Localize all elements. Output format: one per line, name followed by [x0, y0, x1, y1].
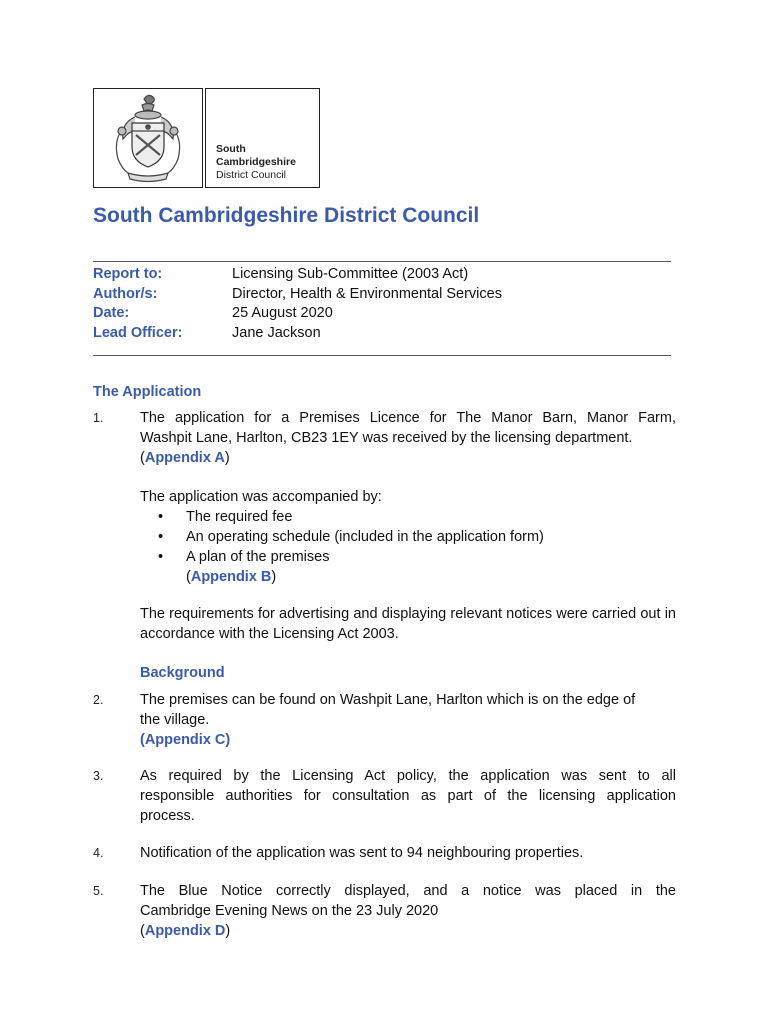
list-item-appendix: (Appendix B)	[186, 569, 277, 585]
appendix-link[interactable]: Appendix B	[190, 569, 272, 585]
meta-value: Licensing Sub-Committee (2003 Act)	[232, 266, 469, 282]
meta-label: Report to:	[93, 266, 163, 282]
paragraph-line: the village.	[140, 712, 210, 728]
list-item-text: The required fee	[186, 509, 293, 525]
council-name-box	[205, 88, 320, 188]
paragraph-5	[140, 881, 676, 941]
bullet-list	[158, 507, 544, 587]
appendix-ref-line: (Appendix A)	[140, 450, 230, 466]
paragraph-4: Notification of the application was sent to 94 neighbouring properties.	[140, 845, 584, 861]
paragraph-line: Cambridge Evening News on the 23 July 2020	[140, 903, 439, 919]
paragraph-3	[140, 766, 676, 826]
meta-value: Jane Jackson	[232, 324, 321, 341]
council-crest-icon	[94, 89, 202, 187]
paragraph-line: The premises can be found on Washpit Lane, Harlton which is on the edge of	[140, 692, 636, 708]
council-name-line: Cambridgeshire	[216, 156, 296, 168]
appendix-link[interactable]: Appendix D	[144, 923, 226, 939]
paragraph-line: Washpit Lane, Harlton, CB23 1EY was received by the licensing department.	[140, 430, 633, 446]
accompanied-intro: The application was accompanied by:	[140, 489, 382, 505]
paragraph-1	[140, 408, 676, 468]
council-name-line: District Council	[216, 169, 287, 181]
item-number: 5.	[93, 884, 104, 898]
appendix-link[interactable]: (Appendix C)	[140, 732, 231, 748]
list-item-text: A plan of the premises	[186, 549, 330, 565]
meta-label: Lead Officer:	[93, 324, 183, 341]
section-heading: The Application	[93, 384, 202, 400]
paragraph-line: The Blue Notice correctly displayed, and a notice was placed in the	[140, 883, 676, 899]
page-title: South Cambridgeshire District Council	[93, 204, 480, 227]
appendix-ref-line: (Appendix D)	[140, 923, 231, 939]
section-heading: Background	[140, 665, 225, 681]
item-number: 3.	[93, 769, 104, 783]
list-item: • A plan of the premises	[158, 549, 330, 565]
item-number: 4.	[93, 846, 104, 860]
list-item: • The required fee	[158, 509, 293, 525]
meta-value: 25 August 2020	[232, 305, 333, 321]
paragraph-line: process.	[140, 808, 195, 824]
list-item: • An operating schedule (included in the application form)	[158, 529, 544, 545]
meta-value: Director, Health & Environmental Services	[232, 285, 502, 302]
meta-label: Date:	[93, 305, 130, 321]
paragraph-line: The application for a Premises Licence for The Manor Barn, Manor Farm,	[140, 410, 676, 426]
paragraph-line: As required by the Licensing Act policy, the application was sent to all	[140, 768, 676, 784]
divider	[93, 261, 671, 262]
council-name-line: South	[216, 143, 246, 155]
list-item-text: An operating schedule (included in the application form)	[186, 529, 544, 545]
item-number: 1.	[93, 411, 104, 425]
paragraph-2	[140, 690, 676, 750]
requirements-paragraph: The requirements for advertising and displaying relevant notices were carried out in accordance with the Licensing Act 2003.	[140, 606, 676, 642]
paragraph-line: responsible authorities for consultation as part of the licensing application	[140, 788, 676, 804]
item-number: 2.	[93, 693, 104, 707]
divider	[93, 355, 671, 356]
appendix-link[interactable]: Appendix A	[144, 450, 225, 466]
meta-label: Author/s:	[93, 285, 158, 302]
crest-box	[93, 88, 203, 188]
council-name-logotype	[216, 143, 296, 182]
